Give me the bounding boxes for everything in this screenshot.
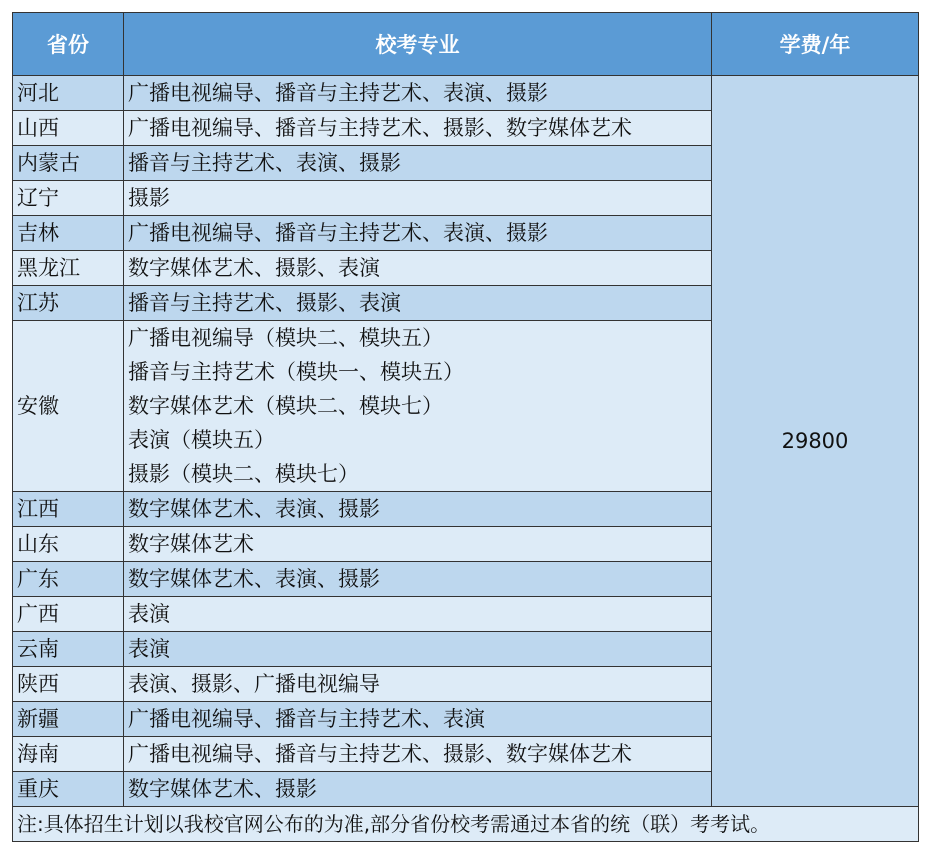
header-fee: 学费/年 <box>712 13 919 76</box>
major-line: 广播电视编导（模块二、模块五） <box>128 326 443 350</box>
majors-cell <box>124 632 712 667</box>
majors-cell <box>124 702 712 737</box>
table-row <box>13 76 919 111</box>
majors-cell <box>124 492 712 527</box>
majors-cell <box>124 216 712 251</box>
major-line: 广播电视编导、播音与主持艺术、摄影、数字媒体艺术 <box>128 116 632 140</box>
majors-cell <box>124 286 712 321</box>
province-cell: 黑龙江 <box>13 251 124 286</box>
province-cell: 云南 <box>13 632 124 667</box>
province-cell: 吉林 <box>13 216 124 251</box>
province-cell: 山东 <box>13 527 124 562</box>
province-cell: 河北 <box>13 76 124 111</box>
header-majors: 校考专业 <box>124 13 712 76</box>
province-cell: 重庆 <box>13 772 124 807</box>
major-line: 表演（模块五） <box>128 428 275 452</box>
major-line: 广播电视编导、播音与主持艺术、表演、摄影 <box>128 221 548 245</box>
majors-cell <box>124 76 712 111</box>
major-line: 表演 <box>128 602 170 626</box>
major-line: 广播电视编导、播音与主持艺术、摄影、数字媒体艺术 <box>128 742 632 766</box>
header-row <box>13 13 919 76</box>
major-line: 摄影（模块二、模块七） <box>128 462 359 486</box>
majors-cell <box>124 667 712 702</box>
table-container <box>12 12 918 842</box>
majors-cell <box>124 146 712 181</box>
admission-table <box>12 12 919 842</box>
footnote: 注:具体招生计划以我校官网公布的为准,部分省份校考需通过本省的统（联）考考试。 <box>13 807 919 842</box>
major-line: 数字媒体艺术、摄影 <box>128 777 317 801</box>
majors-cell <box>124 111 712 146</box>
province-cell: 辽宁 <box>13 181 124 216</box>
major-line: 摄影 <box>128 186 170 210</box>
province-cell: 陕西 <box>13 667 124 702</box>
major-line: 数字媒体艺术 <box>128 532 254 556</box>
major-line: 数字媒体艺术、表演、摄影 <box>128 497 380 521</box>
province-cell: 江苏 <box>13 286 124 321</box>
major-line: 数字媒体艺术、表演、摄影 <box>128 567 380 591</box>
province-cell: 新疆 <box>13 702 124 737</box>
majors-cell <box>124 251 712 286</box>
majors-cell <box>124 562 712 597</box>
majors-cell <box>124 321 712 492</box>
major-line: 表演 <box>128 637 170 661</box>
major-line: 数字媒体艺术（模块二、模块七） <box>128 394 443 418</box>
province-cell: 广东 <box>13 562 124 597</box>
province-cell: 山西 <box>13 111 124 146</box>
major-line: 播音与主持艺术、表演、摄影 <box>128 151 401 175</box>
province-cell: 广西 <box>13 597 124 632</box>
major-line: 播音与主持艺术、摄影、表演 <box>128 291 401 315</box>
header-province: 省份 <box>13 13 124 76</box>
majors-cell <box>124 597 712 632</box>
major-line: 广播电视编导、播音与主持艺术、表演 <box>128 707 485 731</box>
major-line: 数字媒体艺术、摄影、表演 <box>128 256 380 280</box>
majors-cell <box>124 737 712 772</box>
fee-cell: 29800 <box>712 76 919 807</box>
majors-cell <box>124 527 712 562</box>
province-cell: 海南 <box>13 737 124 772</box>
major-line: 播音与主持艺术（模块一、模块五） <box>128 360 464 384</box>
note-row <box>13 807 919 842</box>
major-line: 表演、摄影、广播电视编导 <box>128 672 380 696</box>
province-cell: 安徽 <box>13 321 124 492</box>
majors-cell <box>124 772 712 807</box>
table-body <box>13 76 919 842</box>
province-cell: 江西 <box>13 492 124 527</box>
province-cell: 内蒙古 <box>13 146 124 181</box>
major-line: 广播电视编导、播音与主持艺术、表演、摄影 <box>128 81 548 105</box>
majors-cell <box>124 181 712 216</box>
